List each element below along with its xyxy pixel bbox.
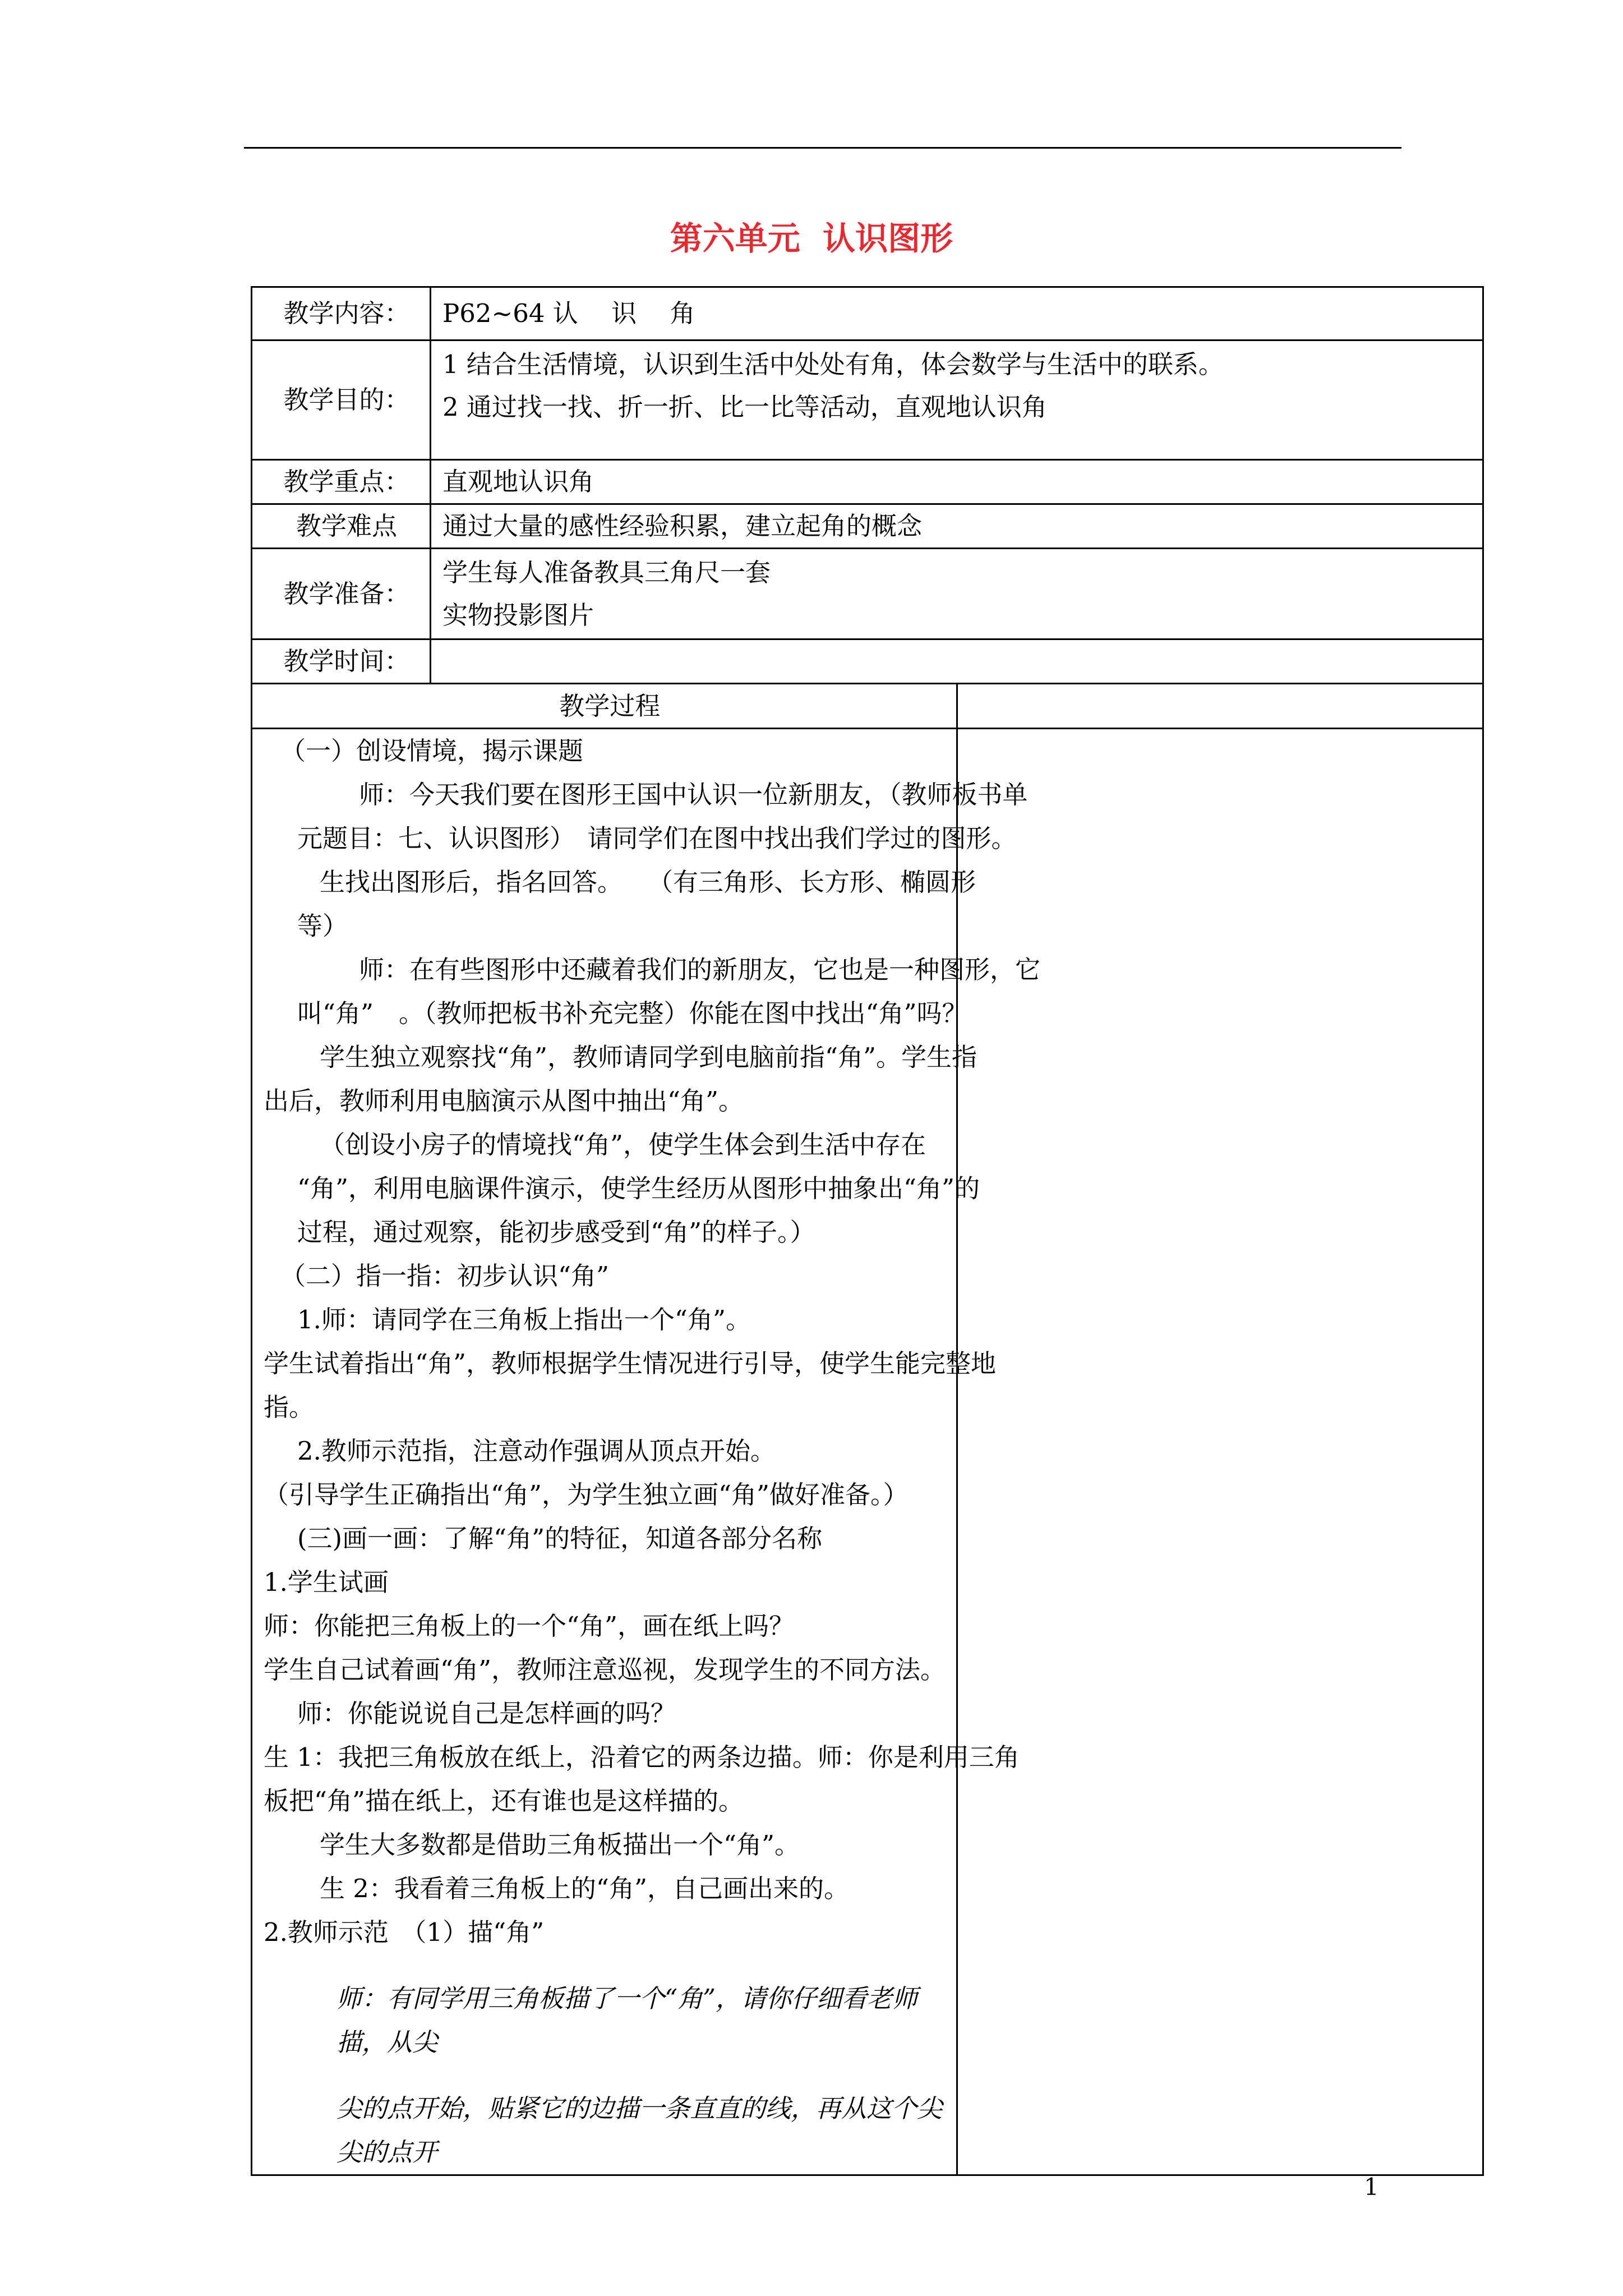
row-process-body (252, 729, 1483, 2175)
process-line: （引导学生正确指出“角”，为学生独立画“角”做好准备。） (264, 1480, 909, 1510)
process-line-italic: 师：有同学用三角板描了一个“角”，请你仔细看老师描，从尖 (336, 1984, 918, 2057)
process-line: 2.教师示范 （1）描“角” (264, 1917, 545, 1947)
row-difficulty (252, 504, 1483, 549)
preparation-1: 学生每人准备教具三角尺一套 (442, 557, 771, 587)
label-objectives: 教学目的： (252, 341, 431, 460)
process-line: 板把“角”描在纸上，还有谁也是这样描的。 (264, 1786, 744, 1816)
process-line: 出后，教师利用电脑演示从图中抽出“角”。 (264, 1086, 744, 1116)
process-line: 指。 (264, 1392, 315, 1422)
process-line: 生找出图形后，指名回答。 （有三角形、长方形、椭圆形 (320, 867, 976, 897)
objective-1: 1 结合生活情境，认识到生活中处处有角，体会数学与生活中的联系。 (442, 349, 1224, 379)
label-time: 教学时间： (252, 639, 431, 684)
process-line: 学生独立观察找“角”，教师请同学到电脑前指“角”。学生指 (320, 1042, 978, 1072)
process-line: “角”，利用电脑课件演示，使学生经历从图形中抽象出“角”的 (297, 1174, 980, 1203)
value-preparation (431, 549, 1483, 639)
process-line: 元题目：七、认识图形） 请同学们在图中找出我们学过的图形。 (297, 823, 1017, 853)
lesson-plan-table (251, 286, 1484, 2176)
process-line: 2.教师示范指，注意动作强调从顶点开始。 (297, 1436, 776, 1466)
process-line: （二）指一指：初步认识“角” (280, 1261, 610, 1291)
row-time (252, 639, 1483, 684)
objective-2: 2 通过找一找、折一折、比一比等活动，直观地认识角 (442, 392, 1047, 422)
label-key-point: 教学重点： (252, 460, 431, 504)
process-line: 叫“角” 。（教师把板书补充完整）你能在图中找出“角”吗？ (297, 999, 967, 1028)
preparation-2: 实物投影图片 (442, 600, 594, 630)
page-number: 1 (1364, 2173, 1379, 2201)
process-line: 1.学生试画 (264, 1567, 389, 1597)
page-title: 第六单元 认识图形 (670, 219, 953, 257)
process-line: 等） (297, 911, 348, 941)
notes-cell (957, 729, 1483, 2175)
process-line: 生 1：我把三角板放在纸上，沿着它的两条边描。师：你是利用三角 (264, 1742, 1020, 1772)
process-line: 师：你能把三角板上的一个“角”，画在纸上吗？ (264, 1611, 795, 1641)
value-difficulty: 通过大量的感性经验积累，建立起角的概念 (431, 504, 1483, 549)
notes-header-cell (957, 684, 1483, 729)
process-line: （一）创设情境，揭示课题 (280, 736, 584, 766)
row-preparation (252, 549, 1483, 639)
header-rule (244, 147, 1401, 149)
process-line: (三)画一画：了解“角”的特征，知道各部分名称 (297, 1524, 823, 1553)
row-key-point (252, 460, 1483, 504)
process-line: 学生大多数都是借助三角板描出一个“角”。 (320, 1830, 800, 1860)
value-key-point: 直观地认识角 (431, 460, 1483, 504)
row-objectives (252, 341, 1483, 460)
process-line: 生 2：我看着三角板上的“角”，自己画出来的。 (320, 1874, 849, 1903)
row-process-header (252, 684, 1483, 729)
process-line: 学生自己试着画“角”，教师注意巡视，发现学生的不同方法。 (264, 1655, 946, 1685)
label-content: 教学内容： (252, 287, 431, 341)
process-line: 学生试着指出“角”，教师根据学生情况进行引导，使学生能完整地 (264, 1349, 997, 1378)
process-line: （创设小房子的情境找“角”，使学生体会到生活中存在 (320, 1130, 926, 1159)
process-header: 教学过程 (252, 684, 957, 729)
value-time (431, 639, 1483, 684)
process-line-italic: 尖的点开始，贴紧它的边描一条直直的线，再从这个尖尖的点开 (336, 2093, 943, 2167)
process-line: 师：在有些图形中还藏着我们的新朋友，它也是一种图形，它 (359, 955, 1041, 984)
process-body (252, 729, 1041, 2175)
process-line: 1.师：请同学在三角板上指出一个“角”。 (297, 1305, 751, 1335)
value-content: P62~64 认 识 角 (431, 287, 1483, 341)
process-line: 过程，通过观察，能初步感受到“角”的样子。） (297, 1217, 815, 1247)
label-preparation: 教学准备： (252, 549, 431, 639)
value-objectives (431, 341, 1483, 460)
label-difficulty: 教学难点 (252, 504, 431, 549)
row-content (252, 287, 1483, 341)
process-line: 师：你能说说自己是怎样画的吗？ (297, 1699, 676, 1728)
process-line: 师：今天我们要在图形王国中认识一位新朋友，（教师板书单 (359, 780, 1028, 809)
